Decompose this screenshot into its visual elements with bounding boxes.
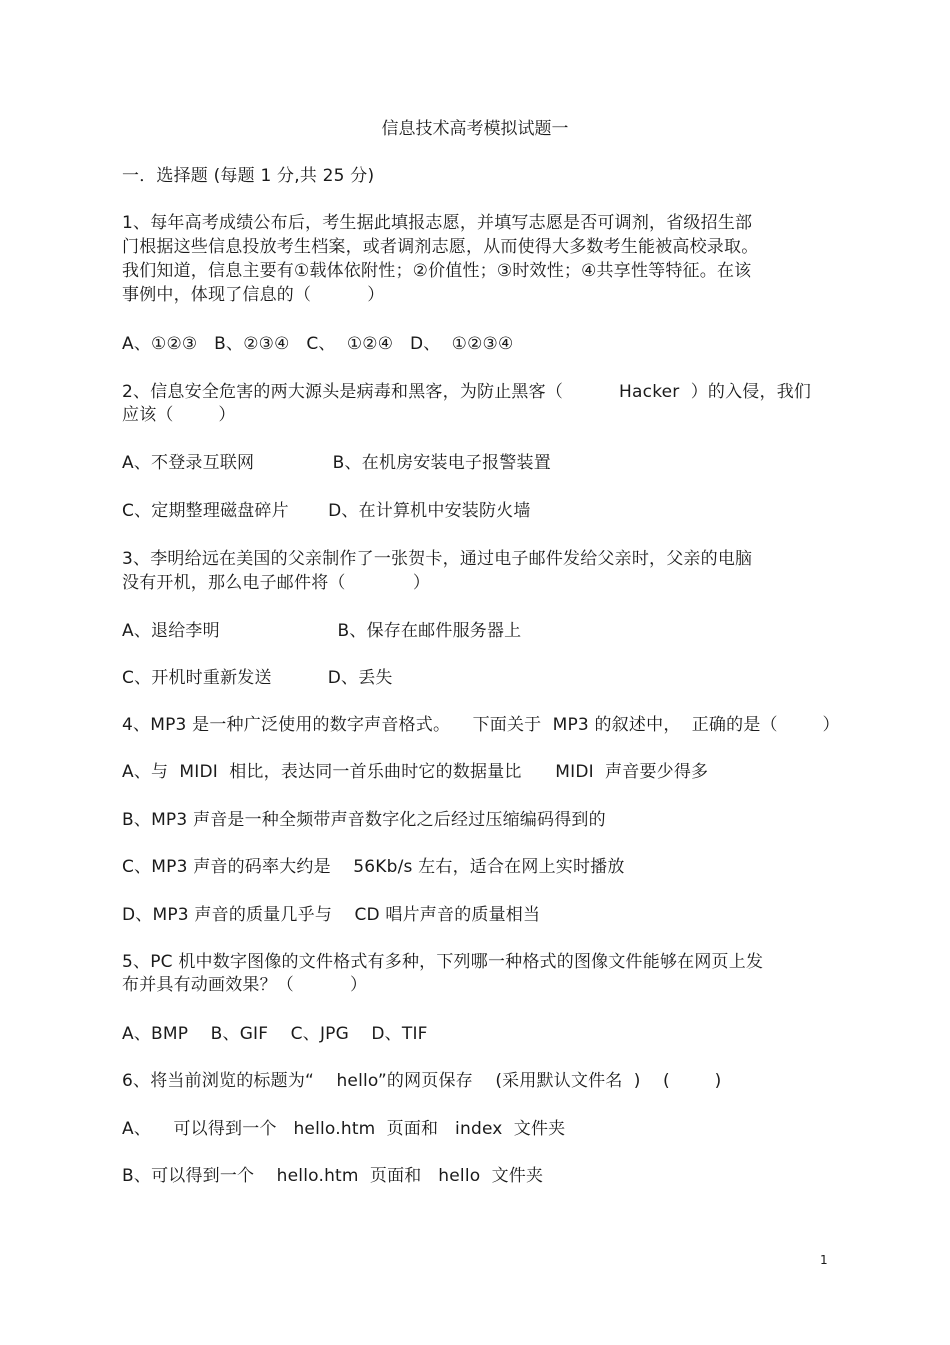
- q4-option-b: B、MP3 声音是一种全频带声音数字化之后经过压缩编码得到的: [122, 810, 606, 830]
- q1-text-line-4: 事例中，体现了信息的（ ）: [122, 285, 385, 305]
- q3-options-cd: C、开机时重新发送 D、丢失: [122, 668, 393, 688]
- q4-option-a: A、与 MIDI 相比，表达同一首乐曲时它的数据量比 MIDI 声音要少得多: [122, 762, 709, 782]
- q3-options-ab: A、退给李明 B、保存在邮件服务器上: [122, 621, 522, 641]
- q4-text-line-1: 4、MP3 是一种广泛使用的数字声音格式。 下面关于 MP3 的叙述中， 正确的是（ ）: [122, 715, 840, 735]
- q6-text-line-1: 6、将当前浏览的标题为“ hello”的网页保存 (采用默认文件名 ) ( ): [122, 1071, 722, 1091]
- q4-option-c: C、MP3 声音的码率大约是 56Kb/s 左右，适合在网上实时播放: [122, 857, 625, 877]
- q1-text-line-3: 我们知道，信息主要有①载体依附性；②价值性；③时效性；④共享性等特征。在该: [122, 261, 752, 281]
- q5-text-line-2: 布并具有动画效果？（ ）: [122, 975, 368, 995]
- q2-text-line-1: 2、信息安全危害的两大源头是病毒和黑客，为防止黑客（ Hacker ）的入侵，我们: [122, 382, 812, 402]
- q6-option-b: B、可以得到一个 hello.htm 页面和 hello 文件夹: [122, 1166, 544, 1186]
- q6-option-a: A、 可以得到一个 hello.htm 页面和 index 文件夹: [122, 1119, 566, 1139]
- page-number: 1: [820, 1253, 828, 1267]
- q1-text-line-2: 门根据这些信息投放考生档案，或者调剂志愿，从而使得大多数考生能被高校录取。: [122, 237, 759, 257]
- q3-text-line-1: 3、李明给远在美国的父亲制作了一张贺卡，通过电子邮件发给父亲时，父亲的电脑: [122, 549, 753, 569]
- page-title: 信息技术高考模拟试题一: [381, 119, 569, 139]
- q2-text-line-2: 应该（ ）: [122, 405, 236, 425]
- q1-options: A、①②③ B、②③④ C、 ①②④ D、 ①②③④: [122, 334, 514, 354]
- q1-text-line-1: 1、每年高考成绩公布后，考生据此填报志愿，并填写志愿是否可调剂，省级招生部: [122, 213, 753, 233]
- section-heading: 一．选择题 (每题 1 分,共 25 分): [122, 166, 375, 186]
- q3-text-line-2: 没有开机，那么电子邮件将（ ）: [122, 573, 431, 593]
- q2-options-ab: A、不登录互联网 B、在机房安装电子报警装置: [122, 453, 551, 473]
- q5-text-line-1: 5、PC 机中数字图像的文件格式有多种，下列哪一种格式的图像文件能够在网页上发: [122, 952, 764, 972]
- q5-options: A、BMP B、GIF C、JPG D、TIF: [122, 1024, 428, 1044]
- q2-options-cd: C、定期整理磁盘碎片 D、在计算机中安装防火墙: [122, 501, 531, 521]
- q4-option-d: D、MP3 声音的质量几乎与 CD 唱片声音的质量相当: [122, 905, 541, 925]
